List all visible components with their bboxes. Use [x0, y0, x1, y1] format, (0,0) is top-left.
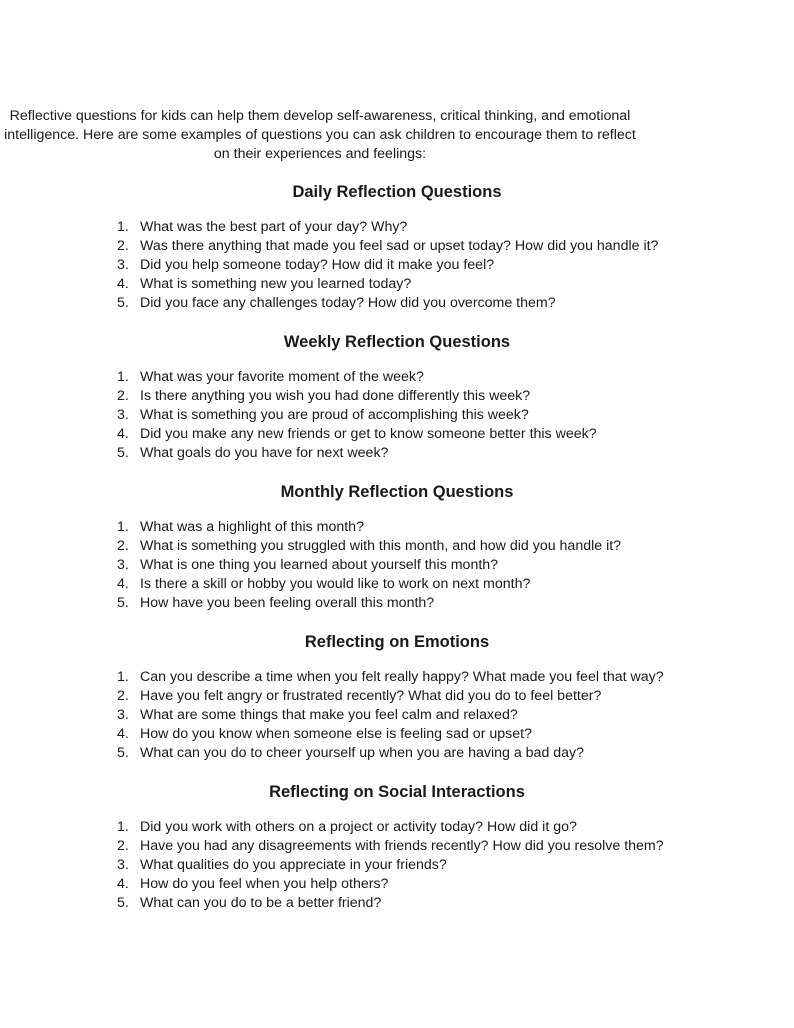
list-item: [0, 875, 794, 894]
section-heading: Daily Reflection Questions: [292, 183, 502, 201]
list-item: [0, 894, 794, 913]
item-number: 1.: [117, 819, 129, 835]
section: [0, 182, 794, 313]
item-number: 3.: [117, 407, 129, 423]
list-item: [0, 575, 794, 594]
question-text: What is something you are proud of accomplishing this week?: [140, 407, 529, 423]
list-item: [0, 837, 794, 856]
question-text: Have you had any disagreements with friends recently? How did you resolve them?: [140, 838, 664, 854]
section: [0, 632, 794, 763]
item-number: 2.: [117, 388, 129, 404]
section-heading: Reflecting on Social Interactions: [269, 783, 525, 801]
item-number: 2.: [117, 538, 129, 554]
item-number: 1.: [117, 669, 129, 685]
question-text: Did you make any new friends or get to know someone better this week?: [140, 426, 597, 442]
item-number: 4.: [117, 576, 129, 592]
question-text: What can you do to cheer yourself up when you are having a bad day?: [140, 745, 585, 761]
item-number: 4.: [117, 276, 129, 292]
question-list: [0, 818, 794, 913]
list-item: [0, 744, 794, 763]
list-item: [0, 294, 794, 313]
section: [0, 782, 794, 913]
question-text: What goals do you have for next week?: [140, 445, 389, 461]
section: [0, 482, 794, 613]
list-item: [0, 594, 794, 613]
list-item: [0, 275, 794, 294]
item-number: 5.: [117, 295, 129, 311]
item-number: 4.: [117, 426, 129, 442]
question-list: [0, 368, 794, 463]
question-text: What can you do to be a better friend?: [140, 895, 382, 911]
item-number: 2.: [117, 688, 129, 704]
question-list: [0, 518, 794, 613]
question-text: What is something new you learned today?: [140, 276, 412, 292]
list-item: [0, 668, 794, 687]
item-number: 1.: [117, 519, 129, 535]
list-item: [0, 237, 794, 256]
question-text: Did you face any challenges today? How did you overcome them?: [140, 295, 556, 311]
item-number: 3.: [117, 257, 129, 273]
list-item: [0, 218, 794, 237]
question-text: Was there anything that made you feel sad or upset today? How did you handle it?: [140, 238, 659, 254]
item-number: 2.: [117, 838, 129, 854]
section-heading: Monthly Reflection Questions: [280, 483, 514, 501]
list-item: [0, 425, 794, 444]
question-list: [0, 218, 794, 313]
list-item: [0, 368, 794, 387]
question-text: How have you been feeling overall this month?: [140, 595, 435, 611]
question-text: Can you describe a time when you felt really happy? What made you feel that way?: [140, 669, 664, 685]
question-text: How do you feel when you help others?: [140, 876, 389, 892]
question-text: What is something you struggled with this month, and how did you handle it?: [140, 538, 622, 554]
list-item: [0, 687, 794, 706]
item-number: 3.: [117, 857, 129, 873]
question-text: Did you help someone today? How did it make you feel?: [140, 257, 495, 273]
list-item: [0, 256, 794, 275]
sections: [0, 182, 794, 913]
item-number: 5.: [117, 745, 129, 761]
list-item: [0, 406, 794, 425]
item-number: 3.: [117, 557, 129, 573]
question-text: How do you know when someone else is feeling sad or upset?: [140, 726, 532, 742]
question-text: What was the best part of your day? Why?: [140, 219, 408, 235]
list-item: [0, 387, 794, 406]
item-number: 2.: [117, 238, 129, 254]
document-page: [0, 107, 794, 913]
question-text: Have you felt angry or frustrated recently? What did you do to feel better?: [140, 688, 602, 704]
question-text: What are some things that make you feel calm and relaxed?: [140, 707, 518, 723]
list-item: [0, 444, 794, 463]
question-text: What is one thing you learned about yourself this month?: [140, 557, 499, 573]
item-number: 1.: [117, 219, 129, 235]
section-heading: Reflecting on Emotions: [304, 633, 490, 651]
question-text: What was your favorite moment of the week?: [140, 369, 424, 385]
list-item: [0, 818, 794, 837]
question-text: Is there anything you wish you had done differently this week?: [140, 388, 531, 404]
question-text: Is there a skill or hobby you would like to work on next month?: [140, 576, 531, 592]
list-item: [0, 856, 794, 875]
item-number: 3.: [117, 707, 129, 723]
section-heading: Weekly Reflection Questions: [283, 333, 511, 351]
item-number: 1.: [117, 369, 129, 385]
item-number: 5.: [117, 595, 129, 611]
section: [0, 332, 794, 463]
question-text: What qualities do you appreciate in your friends?: [140, 857, 447, 873]
list-item: [0, 518, 794, 537]
item-number: 4.: [117, 726, 129, 742]
list-item: [0, 556, 794, 575]
list-item: [0, 706, 794, 725]
intro-paragraph: Reflective questions for kids can help them develop self-awareness, critical thinking, and emotional intelligence. Here are some examples of questions you can ask children to encourage them to reflect on their experiences and feelings:: [4, 108, 636, 162]
list-item: [0, 537, 794, 556]
item-number: 4.: [117, 876, 129, 892]
question-text: What was a highlight of this month?: [140, 519, 364, 535]
item-number: 5.: [117, 445, 129, 461]
question-text: Did you work with others on a project or activity today? How did it go?: [140, 819, 577, 835]
list-item: [0, 725, 794, 744]
question-list: [0, 668, 794, 763]
item-number: 5.: [117, 895, 129, 911]
